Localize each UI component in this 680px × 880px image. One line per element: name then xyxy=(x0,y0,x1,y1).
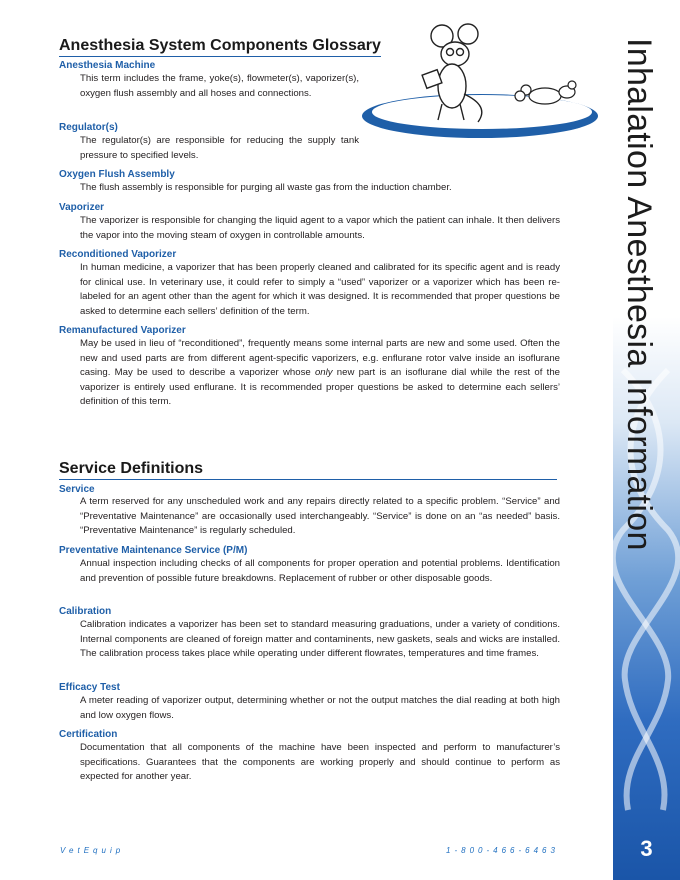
service-title: Service Definitions xyxy=(59,460,557,480)
glossary-title: Anesthesia System Components Glossary xyxy=(59,37,381,57)
def-reconditioned: In human medicine, a vaporizer that has been properly cleaned and calibrated for its specific agent and is ready for clinical use. In veterinary use, it could refer to simply a “used” vaporizer or a vaporizer which has been re-labeled for an agent other than the agent for which it was designed. It is recommended that proper questions be asked to determine each sellers’ definition of the term. xyxy=(80,262,560,317)
def-anesthesia-machine: This term includes the frame, yoke(s), flowmeter(s), vaporizer(s), oxygen flush assembly and all hoses and connections. xyxy=(80,73,359,99)
def-remanufactured-a: May be used in lieu of “reconditioned”, frequently means some internal parts are new and some used. Often the new and used parts are from different agent-specific vaporizers, e.g. enflurane rotor valve inside an isoflurane casing. May be used to describe a vaporizer whose xyxy=(80,338,560,378)
def-certification: Documentation that all components of the machine have been inspected and perform to manufacturer’s specifications. Guarantees that the components are working properly and should continue to perform as expected for another year. xyxy=(80,742,560,782)
page-number: 3 xyxy=(640,836,653,861)
term-pm-service: Preventative Maintenance Service (P/M) xyxy=(59,545,248,556)
sidebar-title: Inhalation Anesthesia Information xyxy=(620,38,658,551)
term-service: Service xyxy=(59,484,95,495)
term-certification: Certification xyxy=(59,729,118,740)
term-oxygen-flush: Oxygen Flush Assembly xyxy=(59,169,175,180)
def-vaporizer: The vaporizer is responsible for changing the liquid agent to a vapor which the patient can inhale. It then delivers the vapor into the moving steam of oxygen in controllable amounts. xyxy=(80,215,560,241)
def-service: A term reserved for any unscheduled work and any repairs directly related to a specific problem. “Service” and “Preventative Maintenance” are occasionally used interchangeably. “Service” is done on an “as needed” basis. “Preventative Maintenance” is regularly scheduled. xyxy=(80,496,560,536)
term-efficacy-test: Efficacy Test xyxy=(59,682,120,693)
term-reconditioned: Reconditioned Vaporizer xyxy=(59,249,177,260)
def-remanufactured-b: new part is an isoflurane dial while the rest of the vaporizer is entirely used enflurane. It is recommended proper questions be asked to determine each sellers’ definition of this term. xyxy=(80,367,560,407)
def-remanufactured xyxy=(80,337,560,410)
def-efficacy-test: A meter reading of vaporizer output, determining whether or not the output matches the dial reading at both high and low oxygen flows. xyxy=(80,695,560,721)
term-vaporizer: Vaporizer xyxy=(59,202,105,213)
def-remanufactured-emph: only xyxy=(314,367,333,378)
term-regulators: Regulator(s) xyxy=(59,122,118,133)
term-anesthesia-machine: Anesthesia Machine xyxy=(59,60,156,71)
term-remanufactured: Remanufactured Vaporizer xyxy=(59,325,186,336)
footer-phone: 1-800-466-6463 xyxy=(446,846,559,855)
mouse-illustration xyxy=(360,16,610,146)
term-calibration: Calibration xyxy=(59,606,112,617)
footer-brand: VetEquip xyxy=(60,846,125,855)
def-regulators: The regulator(s) are responsible for reducing the supply tank pressure to specified levels. xyxy=(80,135,359,161)
def-oxygen-flush: The flush assembly is responsible for purging all waste gas from the induction chamber. xyxy=(80,182,452,193)
def-pm-service: Annual inspection including checks of all components for proper operation and potential problems. Identification and prevention of possible future breakdowns. Replacement of rubber or other disposable goods. xyxy=(80,558,560,584)
def-calibration: Calibration indicates a vaporizer has been set to standard measuring graduations, under a variety of conditions. Internal components are cleaned of foreign matter and contaminents, new gaskets, seals and wicks are installed. The calibration process takes place while operating under different flowrates, temperatures and time frames. xyxy=(80,619,560,659)
